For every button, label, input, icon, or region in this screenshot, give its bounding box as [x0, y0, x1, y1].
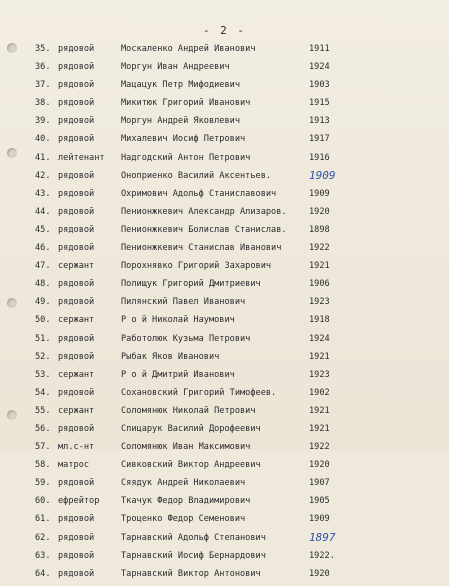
full-name: Мацацук Петр Мифодиевич	[121, 80, 240, 91]
birth-year: 1916	[309, 152, 330, 163]
birth-year: 1920	[309, 206, 330, 217]
rank: матрос	[58, 460, 90, 471]
rank: рядовой	[58, 532, 95, 543]
entry-number: 61.	[35, 514, 51, 525]
birth-year: 1909	[309, 514, 330, 525]
roster-row	[0, 459, 449, 477]
full-name: Спицарук Василий Дорофеевич	[121, 423, 261, 434]
roster-row	[0, 333, 449, 351]
entry-number: 55.	[35, 405, 51, 416]
birth-year: 1902	[309, 387, 330, 398]
page-number: - 2 -	[202, 24, 247, 37]
rank: сержант	[58, 261, 95, 272]
entry-number: 47.	[35, 261, 51, 272]
birth-year: 1924	[309, 333, 330, 344]
rank: сержант	[58, 405, 95, 416]
roster-row	[0, 206, 449, 224]
entry-number: 63.	[35, 550, 51, 561]
full-name: Сяядук Андрей Николаевич	[121, 478, 246, 489]
roster-row	[0, 477, 449, 495]
rank: рядовой	[58, 297, 95, 308]
full-name: Москаленко Андрей Иванович	[121, 44, 256, 54]
entry-number: 60.	[35, 496, 51, 507]
full-name: Тарнавский Адольф Степанович	[121, 532, 266, 543]
entry-number: 57.	[35, 442, 51, 453]
birth-year: 1921	[309, 405, 330, 416]
roster-row	[0, 278, 449, 296]
entry-number: 36.	[35, 62, 51, 73]
birth-year: 1921	[309, 423, 330, 434]
rank: сержант	[58, 315, 95, 326]
roster-row	[0, 43, 449, 61]
roster-row	[0, 351, 449, 369]
birth-year: 1920	[309, 568, 330, 579]
rank: рядовой	[58, 134, 95, 145]
entry-number: 35.	[35, 44, 51, 54]
rank: рядовой	[58, 387, 95, 398]
roster-row	[0, 568, 449, 586]
roster-row	[0, 423, 449, 441]
rank: рядовой	[58, 550, 95, 561]
birth-year: 1905	[309, 496, 330, 507]
full-name: Микитюк Григорий Иванович	[121, 98, 251, 109]
birth-year: 1922	[309, 442, 330, 453]
roster-row	[0, 550, 449, 568]
rank: рядовой	[58, 188, 95, 199]
entry-number: 38.	[35, 98, 51, 109]
roster-row	[0, 242, 449, 260]
roster-row	[0, 224, 449, 242]
rank: рядовой	[58, 98, 95, 109]
full-name: Троценко Федор Семенович	[121, 514, 246, 525]
roster-row	[0, 61, 449, 79]
entry-number: 62.	[35, 532, 51, 543]
entry-number: 49.	[35, 297, 51, 308]
entry-number: 54.	[35, 387, 51, 398]
entry-number: 42.	[35, 170, 51, 181]
full-name: Р о й Николай Наумович	[121, 315, 235, 326]
rank: рядовой	[58, 243, 95, 254]
rank: рядовой	[58, 170, 95, 181]
full-name: Соломянюк Николай Петрович	[121, 405, 256, 416]
entry-number: 48.	[35, 279, 51, 290]
full-name: Пилянский Павел Иванович	[121, 297, 246, 308]
rank: мл.с-нт	[58, 442, 95, 453]
full-name: Пенионжкевич Болислав Станислав.	[121, 224, 287, 235]
birth-year: 1923	[309, 297, 330, 308]
roster-row	[0, 115, 449, 133]
full-name: Рыбак Яков Иванович	[121, 351, 220, 362]
roster-row	[0, 260, 449, 278]
roster-row	[0, 405, 449, 423]
roster-row	[0, 188, 449, 206]
roster-row	[0, 495, 449, 513]
full-name: Сохановский Григорий Тимофеев.	[121, 387, 277, 398]
rank: сержант	[58, 369, 95, 380]
full-name: Пенионжкевич Станислав Иванович	[121, 243, 282, 254]
birth-year: 1909	[309, 168, 336, 182]
rank: рядовой	[58, 116, 95, 127]
rank: рядовой	[58, 478, 95, 489]
roster-row	[0, 441, 449, 459]
roster-list	[0, 43, 449, 586]
rank: рядовой	[58, 224, 95, 235]
roster-row	[0, 79, 449, 97]
entry-number: 52.	[35, 351, 51, 362]
roster-row	[0, 133, 449, 151]
rank: рядовой	[58, 351, 95, 362]
rank: рядовой	[58, 80, 95, 91]
roster-row	[0, 532, 449, 550]
birth-year: 1913	[309, 116, 330, 127]
entry-number: 64.	[35, 568, 51, 579]
birth-year: 1923	[309, 369, 330, 380]
rank: рядовой	[58, 279, 95, 290]
birth-year: 1917	[309, 134, 330, 145]
entry-number: 43.	[35, 188, 51, 199]
entry-number: 59.	[35, 478, 51, 489]
entry-number: 37.	[35, 80, 51, 91]
birth-year: 1909	[309, 188, 330, 199]
full-name: Работолюк Кузьма Петрович	[121, 333, 251, 344]
birth-year: 1922.	[309, 550, 335, 561]
roster-row	[0, 296, 449, 314]
entry-number: 51.	[35, 333, 51, 344]
full-name: Соломянюк Иван Максимович	[121, 442, 251, 453]
entry-number: 44.	[35, 206, 51, 217]
roster-row	[0, 513, 449, 531]
birth-year: 1924	[309, 62, 330, 73]
rank: рядовой	[58, 44, 95, 54]
birth-year: 1897	[309, 530, 336, 544]
rank: рядовой	[58, 514, 95, 525]
birth-year: 1898	[309, 224, 330, 235]
entry-number: 58.	[35, 460, 51, 471]
rank: ефрейтор	[58, 496, 100, 507]
rank: рядовой	[58, 62, 95, 73]
roster-row	[0, 152, 449, 170]
full-name: Охримович Адольф Станиславович	[121, 188, 277, 199]
full-name: Тарнавский Иосиф Бернардович	[121, 550, 266, 561]
birth-year: 1921	[309, 261, 330, 272]
full-name: Р о й Дмитрий Иванович	[121, 369, 235, 380]
birth-year: 1920	[309, 460, 330, 471]
rank: рядовой	[58, 423, 95, 434]
roster-row	[0, 97, 449, 115]
entry-number: 46.	[35, 243, 51, 254]
entry-number: 53.	[35, 369, 51, 380]
birth-year: 1915	[309, 98, 330, 109]
full-name: Сивковский Виктор Андреевич	[121, 460, 261, 471]
birth-year: 1911	[309, 44, 330, 54]
full-name: Тарнавский Виктор Антонович	[121, 568, 261, 579]
full-name: Надгодский Антон Петрович	[121, 152, 251, 163]
birth-year: 1906	[309, 279, 330, 290]
rank: рядовой	[58, 206, 95, 217]
entry-number: 39.	[35, 116, 51, 127]
entry-number: 50.	[35, 315, 51, 326]
roster-row	[0, 387, 449, 405]
rank: лейтенант	[58, 152, 105, 163]
full-name: Оноприенко Василий Аксентьев.	[121, 170, 272, 181]
birth-year: 1907	[309, 478, 330, 489]
roster-row	[0, 170, 449, 188]
birth-year: 1921	[309, 351, 330, 362]
entry-number: 41.	[35, 152, 51, 163]
full-name: Полищук Григорий Дмитриевич	[121, 279, 261, 290]
entry-number: 56.	[35, 423, 51, 434]
birth-year: 1922	[309, 243, 330, 254]
rank: рядовой	[58, 568, 95, 579]
entry-number: 45.	[35, 224, 51, 235]
full-name: Моргун Иван Андреевич	[121, 62, 230, 73]
birth-year: 1918	[309, 315, 330, 326]
entry-number: 40.	[35, 134, 51, 145]
roster-row	[0, 369, 449, 387]
rank: рядовой	[58, 333, 95, 344]
roster-row	[0, 314, 449, 332]
full-name: Ткачук Федор Владимирович	[121, 496, 251, 507]
full-name: Михалевич Иосиф Петрович	[121, 134, 246, 145]
full-name: Порохнявко Григорий Захарович	[121, 261, 272, 272]
full-name: Моргун Андрей Яковлевич	[121, 116, 240, 127]
birth-year: 1903	[309, 80, 330, 91]
full-name: Пенионжкевич Александр Ализаров.	[121, 206, 287, 217]
